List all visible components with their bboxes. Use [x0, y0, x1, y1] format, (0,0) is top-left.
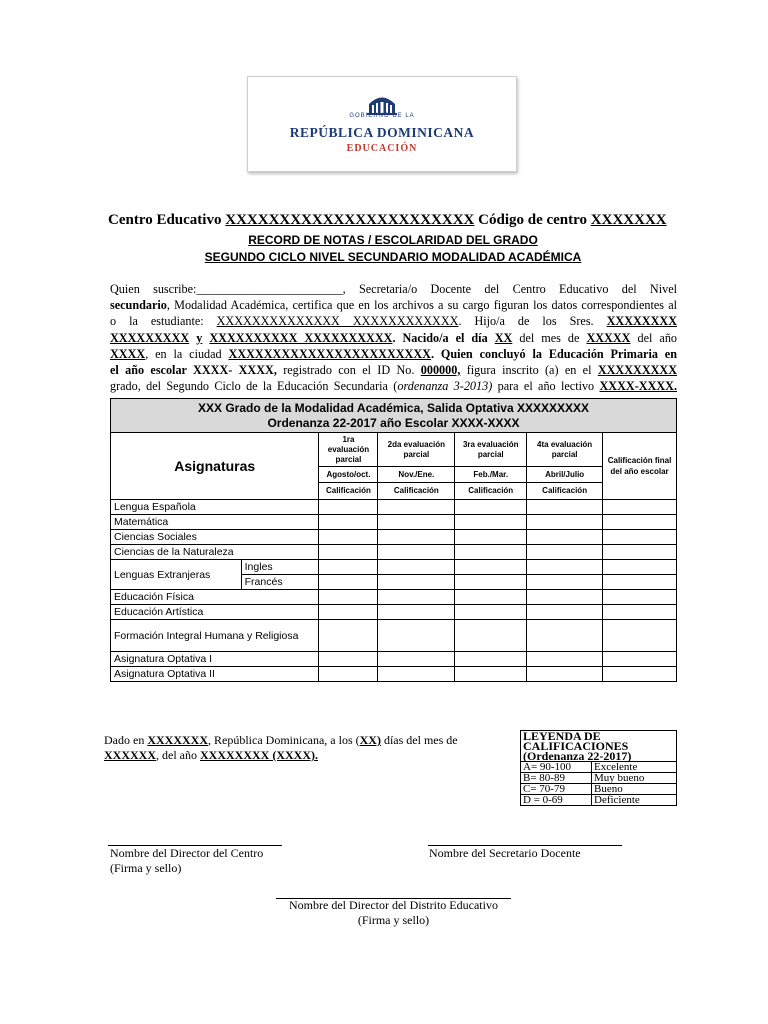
text: , del año — [156, 748, 197, 762]
grade-cell[interactable] — [527, 530, 603, 545]
grade-cell[interactable] — [455, 560, 527, 575]
subject-name: Ciencias de la Naturaleza — [111, 545, 319, 560]
grade-cell[interactable] — [319, 545, 378, 560]
grade-cell[interactable] — [527, 667, 603, 682]
director-distrito-label — [276, 898, 511, 928]
paragraph-line — [110, 346, 677, 362]
text: . Nacido/a el día — [392, 330, 488, 345]
grade-cell[interactable] — [378, 515, 455, 530]
school-year: XXXX-XXXX. — [599, 379, 678, 394]
subject-sub-name: Ingles — [241, 560, 319, 575]
logo-republica-text: REPÚBLICA DOMINICANA — [289, 125, 475, 140]
table-title: XXX Grado de la Modalidad Académica, Salida Optativa XXXXXXXXX — [197, 400, 590, 415]
parent-name: XXXXXXXXXX XXXXXXXXXX — [209, 330, 393, 345]
text: grado, del Segundo Ciclo de la Educación Secundaria ( — [110, 379, 398, 394]
text: , en la ciudad — [145, 346, 222, 361]
table-row — [111, 590, 677, 605]
parent-name: XXXXXXXX — [606, 314, 678, 329]
legend-label: Muy bueno — [592, 773, 677, 784]
text: figura inscrito (a) en el — [466, 363, 592, 378]
text: secundario — [110, 298, 167, 313]
centro-label: Centro Educativo — [108, 212, 222, 228]
legend-range: C= 70-79 — [521, 784, 592, 795]
legend-label: Excelente — [592, 762, 677, 773]
text: del año — [637, 330, 678, 345]
subject-name: Lengua Española — [111, 500, 319, 515]
calif-header: Calificación — [455, 483, 527, 500]
grade-cell[interactable] — [378, 530, 455, 545]
calif-header: Calificación — [319, 483, 378, 500]
legend-row — [521, 795, 677, 806]
grade-cell[interactable] — [603, 652, 677, 667]
grade-cell[interactable] — [527, 590, 603, 605]
issued-month: XXXXXX — [104, 748, 156, 762]
legend-title — [521, 731, 677, 762]
text: . Quien concluyó la Educación Primaria en — [430, 346, 677, 361]
text: Quien suscribe: — [110, 282, 197, 296]
grade-cell[interactable] — [378, 652, 455, 667]
grade-cell[interactable] — [378, 620, 455, 652]
grade-cell[interactable] — [527, 545, 603, 560]
birth-year: XXXX — [110, 346, 146, 361]
issued-day: XX) — [359, 733, 381, 747]
director-centro-label — [110, 846, 263, 876]
subject-name: Asignatura Optativa II — [111, 667, 319, 682]
grade-cell[interactable] — [455, 515, 527, 530]
grades-table — [110, 398, 677, 682]
legend-range: B= 80-89 — [521, 773, 592, 784]
grade-cell[interactable] — [527, 620, 603, 652]
birth-day: XX — [494, 330, 513, 345]
legend-row — [521, 762, 677, 773]
city: XXXXXXXXXXXXXXXXXXXXXXX — [228, 346, 431, 361]
grade-cell[interactable] — [378, 545, 455, 560]
text: del mes de — [519, 330, 580, 345]
centro-educativo-line — [108, 212, 678, 229]
text: o la estudiante: — [110, 314, 204, 329]
certification-paragraph — [110, 281, 677, 394]
codigo-label: Código de centro — [478, 212, 588, 228]
grade-cell[interactable] — [603, 530, 677, 545]
text: el año escolar XXXX- XXXX, — [110, 363, 277, 378]
grade-cell[interactable] — [378, 500, 455, 515]
issued-city: XXXXXXX — [147, 733, 208, 747]
grade-cell[interactable] — [603, 590, 677, 605]
text: , República Dominicana, a los ( — [208, 733, 360, 747]
grade-cell[interactable] — [455, 590, 527, 605]
legend-range: A= 90-100 — [521, 762, 592, 773]
table-row — [111, 667, 677, 682]
period-2-header: 2da evaluación parcial — [378, 433, 455, 467]
government-seal-icon — [366, 93, 398, 115]
grade-cell[interactable] — [378, 590, 455, 605]
student-name: XXXXXXXXXXXXXX XXXXXXXXXXXX — [216, 314, 459, 329]
subject-sub-name: Francés — [241, 575, 319, 590]
student-id: 000000, — [420, 363, 461, 378]
logo-educacion-text: EDUCACIÓN — [346, 143, 418, 154]
period-2-months: Nov./Ene. — [378, 467, 455, 483]
text: registrado con el ID No. — [283, 363, 415, 378]
grade-cell[interactable] — [603, 545, 677, 560]
birth-month: XXXXX — [586, 330, 631, 345]
text: para el año lectivo — [497, 379, 595, 394]
table-subtitle: Ordenanza 22-2017 año Escolar XXXX-XXXX — [267, 415, 520, 430]
grade-cell[interactable] — [455, 545, 527, 560]
text: ordenanza 3-2013) — [397, 379, 493, 394]
period-1-header: 1ra evaluación parcial — [319, 433, 378, 467]
grade-cell[interactable] — [603, 620, 677, 652]
issued-at-text — [104, 733, 484, 763]
grade-cell[interactable] — [319, 500, 378, 515]
legend-row — [521, 773, 677, 784]
subject-name: Asignatura Optativa I — [111, 652, 319, 667]
firma-sello-text: (Firma y sello) — [110, 861, 182, 875]
subject-name: Formación Integral Humana y Religiosa — [111, 620, 319, 652]
table-row — [111, 605, 677, 620]
paragraph-line — [110, 362, 677, 378]
paragraph-line — [110, 330, 677, 346]
record-title: RECORD DE NOTAS / ESCOLARIDAD DEL GRADO — [248, 233, 538, 247]
grade-cell[interactable] — [319, 652, 378, 667]
legend-label: Bueno — [592, 784, 677, 795]
calif-header: Calificación — [378, 483, 455, 500]
paragraph-line — [110, 313, 677, 329]
grade-cell[interactable] — [319, 620, 378, 652]
period-3-header: 3ra evaluación parcial — [455, 433, 527, 467]
logo-gobierno-text: GOBIERNO DE LA — [349, 113, 415, 119]
grade: XXXXXXXXX — [597, 363, 678, 378]
grade-cell[interactable] — [603, 667, 677, 682]
grade-cell[interactable] — [527, 652, 603, 667]
table-row — [111, 530, 677, 545]
table-row — [111, 545, 677, 560]
parent-name: XXXXXXXXX — [110, 330, 190, 345]
grade-cell[interactable] — [378, 667, 455, 682]
period-4-header: 4ta evaluación parcial — [527, 433, 603, 467]
text: , Modalidad Académica, certifica que en los archivos a su cargo figuran los datos correspondientes al — [166, 298, 677, 313]
firma-sello-text: (Firma y sello) — [357, 913, 430, 927]
grade-cell[interactable] — [378, 605, 455, 620]
grade-cell[interactable] — [455, 620, 527, 652]
paragraph-line — [110, 297, 677, 313]
grade-cell[interactable] — [603, 515, 677, 530]
legend-row — [521, 784, 677, 795]
grade-cell[interactable] — [527, 515, 603, 530]
grade-cell[interactable] — [455, 575, 527, 590]
grade-cell[interactable] — [378, 560, 455, 575]
grade-cell[interactable] — [319, 575, 378, 590]
subject-name: Educación Física — [111, 590, 319, 605]
legend-title-text: LEYENDA DE CALIFICACIONES — [523, 729, 629, 753]
grade-cell[interactable] — [527, 575, 603, 590]
grade-cell[interactable] — [603, 500, 677, 515]
paragraph-line — [110, 378, 677, 394]
subject-name: Educación Artística — [111, 605, 319, 620]
table-row — [111, 515, 677, 530]
calif-header: Calificación — [527, 483, 603, 500]
text: días del mes de — [383, 733, 458, 747]
text: Dado en — [104, 733, 145, 747]
grade-cell[interactable] — [603, 605, 677, 620]
period-1-months: Agosto/oct. — [319, 467, 378, 483]
director-centro-text: Nombre del Director del Centro — [110, 846, 264, 860]
grade-cell[interactable] — [319, 515, 378, 530]
legend-label: Deficiente — [592, 795, 677, 806]
table-row — [111, 620, 677, 652]
grade-cell[interactable] — [378, 575, 455, 590]
subject-name: Matemática — [111, 515, 319, 530]
secretario-label: Nombre del Secretario Docente — [429, 846, 581, 860]
grading-legend — [520, 730, 677, 806]
grade-cell[interactable] — [319, 560, 378, 575]
paragraph-line — [110, 281, 677, 297]
grade-cell[interactable] — [319, 605, 378, 620]
grade-cell[interactable] — [455, 530, 527, 545]
final-grade-header: Calificación final del año escolar — [603, 433, 677, 500]
logo-box — [247, 76, 517, 172]
table-row — [111, 560, 677, 575]
grade-cell[interactable] — [527, 605, 603, 620]
text: , Secretaria/o Docente del Centro Educativo del Nivel — [342, 282, 678, 296]
codigo-value: XXXXXXX — [590, 212, 667, 228]
grade-cell[interactable] — [455, 605, 527, 620]
text: . Hijo/a de los Sres. — [458, 314, 594, 329]
legend-subtitle: (Ordenanza 22-2017) — [523, 749, 632, 763]
table-row — [111, 652, 677, 667]
issued-year: XXXXXXXX (XXXX). — [200, 748, 318, 762]
grade-cell[interactable] — [603, 575, 677, 590]
grade-cell[interactable] — [455, 667, 527, 682]
blank-line: ________________________ — [196, 282, 343, 296]
document-subtitle: SEGUNDO CICLO NIVEL SECUNDARIO MODALIDAD ACADÉMICA — [204, 250, 582, 264]
grade-cell[interactable] — [319, 530, 378, 545]
grade-cell[interactable] — [319, 667, 378, 682]
text: y — [196, 330, 203, 345]
table-header — [111, 399, 677, 433]
period-4-months: Abril/Julio — [527, 467, 603, 483]
asignaturas-header: Asignaturas — [111, 433, 319, 500]
period-3-months: Feb./Mar. — [455, 467, 527, 483]
grade-cell[interactable] — [527, 500, 603, 515]
director-distrito-text: Nombre del Director del Distrito Educativo — [289, 898, 498, 912]
subject-name: Ciencias Sociales — [111, 530, 319, 545]
grade-cell[interactable] — [455, 652, 527, 667]
table-row — [111, 500, 677, 515]
legend-range: D = 0-69 — [521, 795, 592, 806]
grade-cell[interactable] — [527, 560, 603, 575]
subject-name: Lenguas Extranjeras — [111, 560, 242, 590]
grade-cell[interactable] — [319, 590, 378, 605]
centro-value: XXXXXXXXXXXXXXXXXXXXXXX — [225, 212, 475, 228]
grade-cell[interactable] — [603, 560, 677, 575]
grade-cell[interactable] — [455, 500, 527, 515]
